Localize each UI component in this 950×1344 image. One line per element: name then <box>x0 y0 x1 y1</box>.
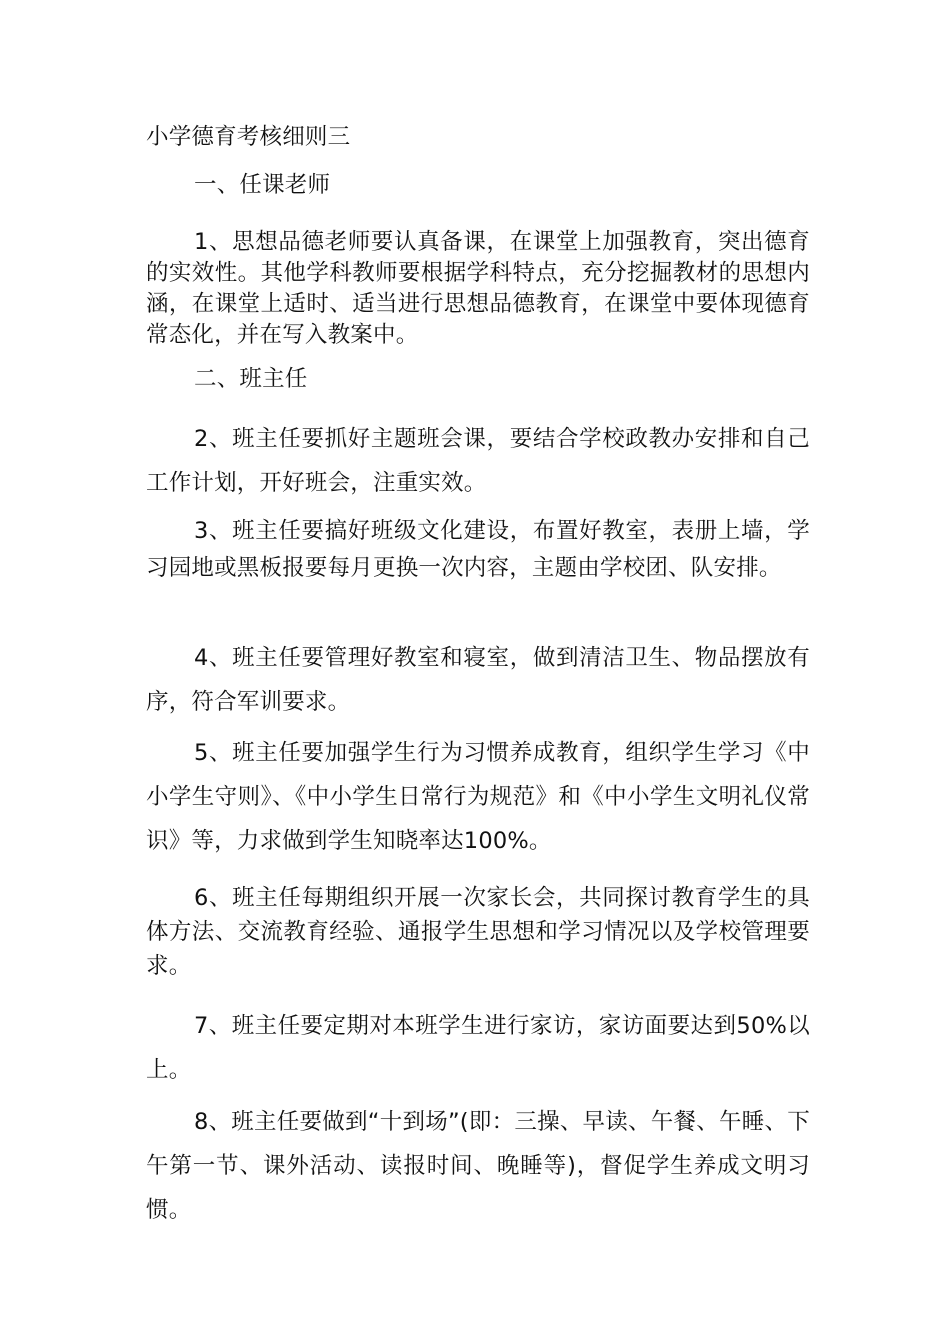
paragraph-4: 4、班主任要管理好教室和寝室，做到清洁卫生、物品摆放有序，符合军训要求。 <box>146 645 810 715</box>
paragraph-3: 3、班主任要搞好班级文化建设，布置好教室，表册上墙，学习园地或黑板报要每月更换一次内容，主题由学校团、队安排。 <box>146 518 810 581</box>
paragraph-8: 8、班主任要做到“十到场”(即：三操、早读、午餐、午睡、下午第一节、课外活动、读报时间、晚睡等)，督促学生养成文明习惯。 <box>146 1109 810 1223</box>
paragraph-5: 5、班主任要加强学生行为习惯养成教育，组织学生学习《中小学生守则》、《中小学生日常行为规范》和《中小学生文明礼仪常识》等，力求做到学生知晓率达100%。 <box>146 740 810 854</box>
document-title: 小学德育考核细则三 <box>146 124 351 150</box>
paragraph-6: 6、班主任每期组织开展一次家长会，共同探讨教育学生的具体方法、交流教育经验、通报学生思想和学习情况以及学校管理要求。 <box>146 885 810 979</box>
paragraph-7: 7、班主任要定期对本班学生进行家访，家访面要达到50%以上。 <box>146 1013 810 1083</box>
paragraph-2: 2、班主任要抓好主题班会课，要结合学校政教办安排和自己工作计划，开好班会，注重实效。 <box>146 426 810 496</box>
section-heading-class-teacher: 二、班主任 <box>194 366 308 392</box>
paragraph-1: 1、思想品德老师要认真备课，在课堂上加强教育，突出德育的实效性。其他学科教师要根据学科特点，充分挖掘教材的思想内涵，在课堂上适时、适当进行思想品德教育，在课堂中要体现德育常态化，并在写入教案中。 <box>146 229 810 348</box>
section-heading-teachers: 一、任课老师 <box>194 172 331 198</box>
